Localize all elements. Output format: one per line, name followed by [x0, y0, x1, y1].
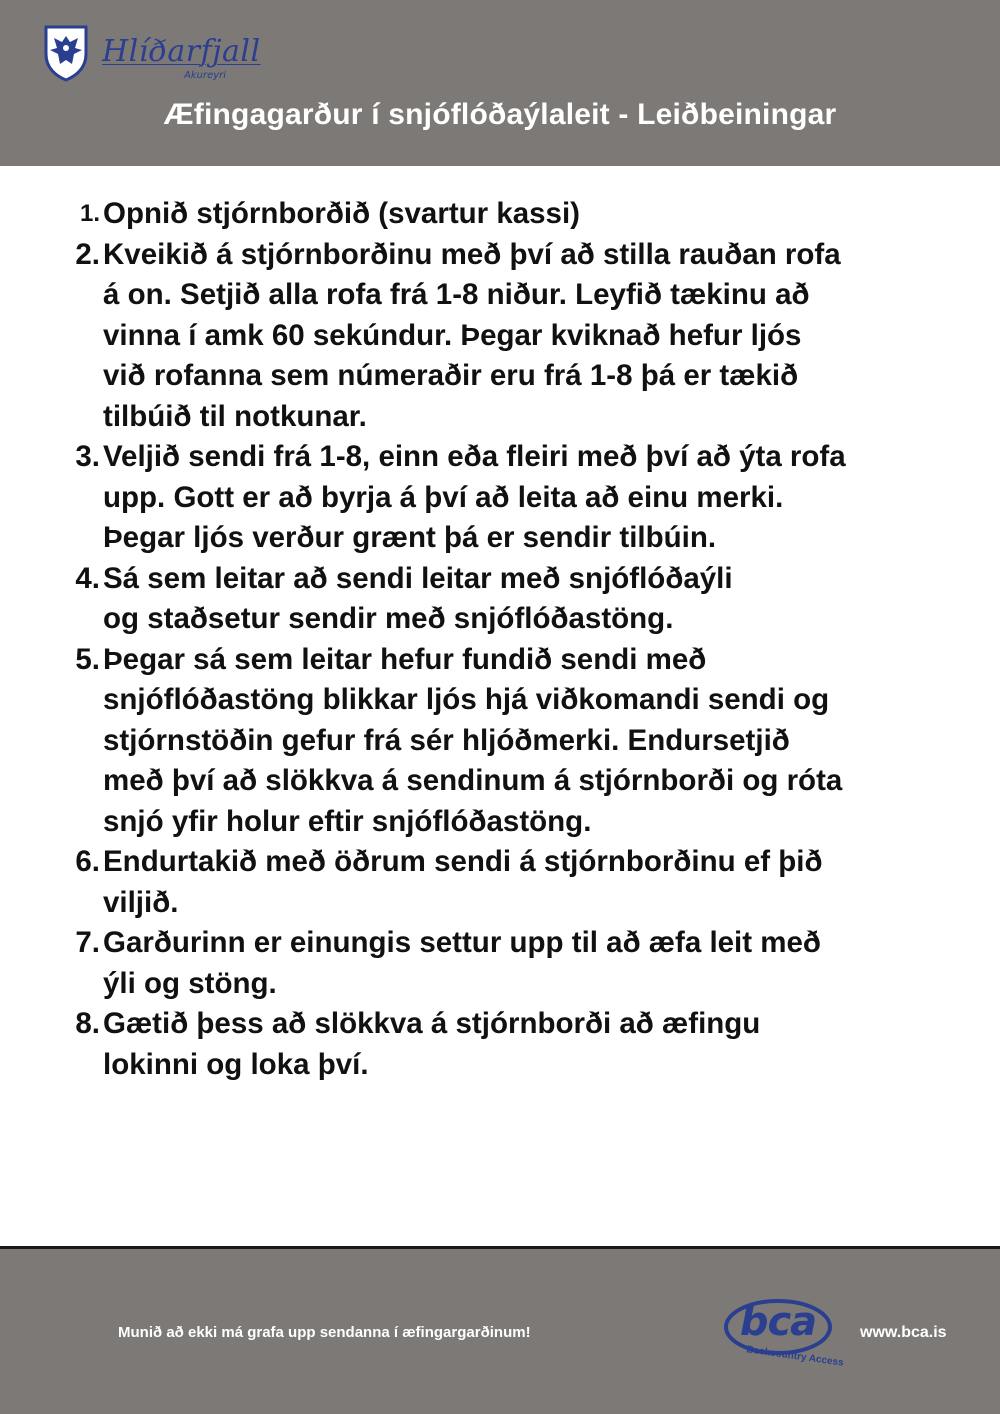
step-6: [60, 842, 960, 923]
hlidarfjall-logo: [42, 24, 261, 86]
step-number: 8.: [75, 1007, 100, 1040]
step-7: [60, 923, 960, 1004]
step-3: [60, 437, 960, 559]
step-text: Þegar sá sem leitar hefur fundið sendi með snjóflóðastöng blikkar ljós hjá viðkomandi sendi og stjórnstöðin gefur frá sér hljóðmerki. Endursetjið með því að slökkva á sendinum á stjórnborði og róta snjó yfir holur eftir snjóflóðastöng.: [103, 642, 843, 838]
bca-wordmark: bca: [739, 1299, 817, 1345]
step-number: 6.: [75, 845, 100, 878]
instructions-list: [60, 194, 960, 1085]
website-url: www.bca.is: [860, 1324, 947, 1341]
page-title: Æfingagarður í snjóflóðaýlaleit - Leiðbeiningar: [163, 98, 837, 131]
step-number: 7.: [75, 926, 100, 959]
footer-band: [0, 1249, 1000, 1414]
step-text: Endurtakið með öðrum sendi á stjórnborðinu ef þið viljið.: [103, 845, 823, 919]
bca-logo: [722, 1295, 848, 1375]
logo-name: Hlíðarfjall: [102, 34, 261, 69]
step-text: Kveikið á stjórnborðinu með því að stilla rauðan rofa á on. Setjið alla rofa frá 1-8 niður. Leyfið tækinu að vinna í amk 60 sekúndur. Þegar kviknað hefur ljós við rofanna sem númeraðir eru frá 1-8 þá er tækið tilbúið til notkunar.: [103, 237, 841, 433]
step-text: Garðurinn er einungis settur upp til að æfa leit með ýli og stöng.: [103, 926, 821, 1000]
step-number: 5.: [75, 642, 100, 676]
step-text: Sá sem leitar að sendi leitar með snjóflóðaýli og staðsetur sendir með snjóflóðastöng.: [103, 561, 733, 635]
step-text: Veljið sendi frá 1-8, einn eða fleiri með því að ýta rofa upp. Gott er að byrja á því að leita að einu merki. Þegar ljós verður grænt þá er sendir tilbúin.: [103, 440, 846, 554]
step-1: [60, 194, 960, 235]
step-5: [60, 640, 960, 843]
step-number: 2.: [75, 237, 100, 271]
footer-note: Munið að ekki má grafa upp sendanna í æfingargarðinum!: [118, 1324, 531, 1341]
step-text: Opnið stjórnborðið (svartur kassi): [103, 197, 580, 230]
logo-subtitle: Akureyri: [184, 70, 227, 81]
step-number: 4.: [75, 561, 100, 595]
step-text: Gætið þess að slökkva á stjórnborði að æfingu lokinni og loka því.: [103, 1007, 761, 1081]
bca-tagline: Backcountry Access: [745, 1344, 845, 1369]
coat-of-arms-icon: [42, 24, 90, 82]
step-number: 1.: [79, 200, 100, 227]
step-8: [60, 1004, 960, 1085]
step-2: [60, 235, 960, 438]
step-4: [60, 559, 960, 640]
header-band: [0, 0, 1000, 166]
step-number: 3.: [75, 440, 100, 473]
